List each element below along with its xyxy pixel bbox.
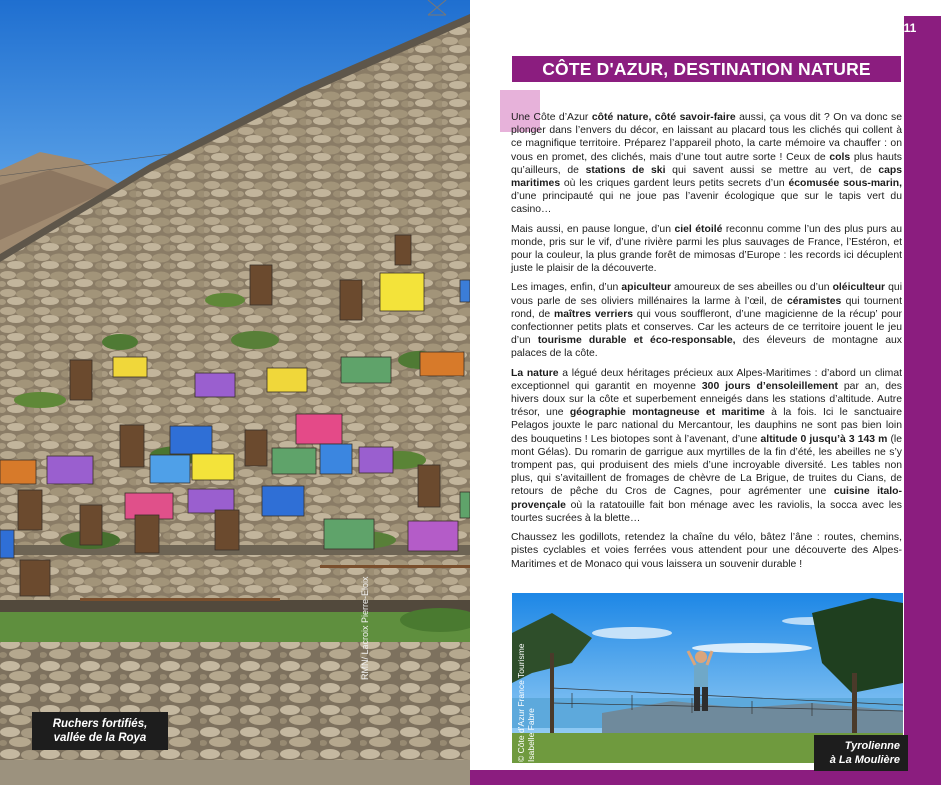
- bold-phrase: apiculteur: [621, 282, 671, 294]
- paragraph: [511, 281, 902, 360]
- bold-phrase: cuisine italo-provençale: [511, 486, 902, 511]
- bold-phrase: caps maritimes: [511, 164, 902, 190]
- text-run: aussi, ça vous dit ? On va donc se plonger dans l’envers du décor, en laissant au placard tous les clichés qui collent à ce magnifique territoire. Préparez l’appareil photo, la carte mémoire va chauffer : on vous en promet, des clichés, mais d’une tout autre sorte ! Ceux de: [511, 112, 902, 163]
- text-run: d’une principauté qui ne joue pas l’avenir écologique que sur le tapis vert du casino…: [511, 191, 902, 216]
- right-credit-line1: © Côte d’Azur France Tourisme: [516, 643, 526, 762]
- left-caption-line1: Ruchers fortifiés,: [52, 718, 148, 730]
- text-run: plus hauts qu’ailleurs, de: [511, 151, 902, 176]
- bold-phrase: ciel étoilé: [674, 223, 723, 235]
- bold-phrase: oléiculteur: [832, 282, 886, 294]
- left-photo-caption: [32, 712, 168, 750]
- right-photo-caption: [814, 735, 908, 771]
- left-caption-line2: vallée de la Roya: [53, 732, 147, 744]
- bold-phrase: cols: [829, 151, 851, 163]
- right-credit-line2: Isabelle Fabre: [526, 708, 536, 762]
- right-caption-line1: Tyrolienne: [844, 740, 900, 752]
- bold-phrase: altitude 0 jusqu’à 3 143 m: [760, 433, 888, 445]
- paragraph: [511, 223, 902, 276]
- text-run: Mais aussi, en pause longue, d’un: [511, 223, 675, 235]
- text-run: où la ratatouille fait bon ménage avec les raviolis, la socca avec les tourtes sucrées à la blette…: [511, 499, 902, 524]
- bold-phrase: côté nature, côté savoir-faire: [591, 112, 736, 123]
- right-photo-credit: [516, 643, 536, 762]
- page-bottom-bar: [470, 770, 941, 785]
- paragraph: [511, 531, 902, 571]
- bold-phrase: 300 jours d’ensoleillement: [701, 380, 838, 392]
- bold-phrase: stations de ski: [585, 164, 666, 176]
- text-run: a légué deux héritages précieux aux Alpes-Maritimes : d’abord un climat exceptionnel qui garantit en moyenne: [511, 367, 902, 392]
- left-photo-credit: RMN/ Lacroix Pierre-Eloix: [360, 576, 370, 680]
- bold-phrase: La nature: [511, 367, 559, 379]
- beehive-wall-photo: [0, 0, 470, 785]
- paragraph: [511, 367, 902, 525]
- text-run: à la fois. Ici le sanctuaire Pelagos jouxte le parc national du Mercantour, les dauphins ne sont pas bien loin des bouquetins ! Les biotopes sont à l’avenant, d’une: [511, 407, 903, 445]
- article-body: [511, 111, 902, 577]
- bold-phrase: maîtres verriers: [554, 308, 634, 320]
- bold-phrase: tourisme durable et éco-responsable,: [537, 335, 736, 347]
- text-run: des éleveurs de montagne aux palaces de la côte.: [511, 335, 902, 360]
- text-run: Chaussez les godillots, retendez la chaîne du vélo, bâtez l’âne : routes, chemins, pistes cyclables et voies ferrées vous attendent pour une découverte des Alpes-Maritimes et de Monaco qui vous laissera un souvenir durable !: [511, 532, 902, 570]
- text-run: qui tournent rond, de: [511, 295, 902, 320]
- text-run: où les criques gardent leurs petits secrets d’un: [560, 178, 789, 190]
- text-run: (le mont Gélas). Du romarin de garrigue aux myrtilles de la fin d’été, les abeilles ne s’y trompent pas, qui produisent des miels d’une incroyable diversité. Les tables non plus, qui s’avitaillent de fromages de chèvre de La Brigue, de truites du Cians, de retours de pêche du Cros de Cagnes, pour agrémenter une: [511, 433, 902, 498]
- bold-phrase: écomusée sous-marin,: [788, 178, 902, 190]
- text-run: reconnu comme l’un des plus purs au monde, pris sur le vif, d’une rivière parmi les plus sauvages de France, l’Estéron, et pour la couleur, la plus grande forêt de mimosas d’Europe : les records ici décuplent juste le plaisir de la découverte.: [511, 223, 902, 275]
- bold-phrase: céramistes: [786, 295, 842, 307]
- chapter-title: CÔTE D'AZUR, DESTINATION NATURE: [512, 56, 901, 82]
- text-run: amoureux de ses abeilles ou d’un: [670, 282, 833, 294]
- text-run: qui vous parle de ses oliviers millénaires la larme à l’œil, de: [511, 282, 903, 307]
- bold-phrase: géographie montagneuse et maritime: [569, 407, 765, 419]
- text-run: qui vous soufflеront, d’une magicienne de la récup’ pour confectionner petits plats et conserves. Car les acteurs de ce territoire jouent le jeu d’un: [511, 308, 902, 347]
- page-side-bar: [904, 16, 941, 785]
- beehive-wall-illustration: [0, 0, 470, 785]
- right-caption-line2: à La Moulière: [829, 754, 900, 766]
- text-run: par an, des hivers doux sur la côte et superbement enneigés dans les stations d’altitude. Autre trésor, une: [511, 380, 902, 419]
- text-run: Une Côte d’Azur: [511, 112, 592, 123]
- page-number: 11: [903, 21, 917, 35]
- text-run: qui savent aussi se mettre au vert, de: [665, 164, 879, 176]
- text-run: Les images, enfin, d’un: [511, 282, 622, 294]
- paragraph: [511, 111, 902, 217]
